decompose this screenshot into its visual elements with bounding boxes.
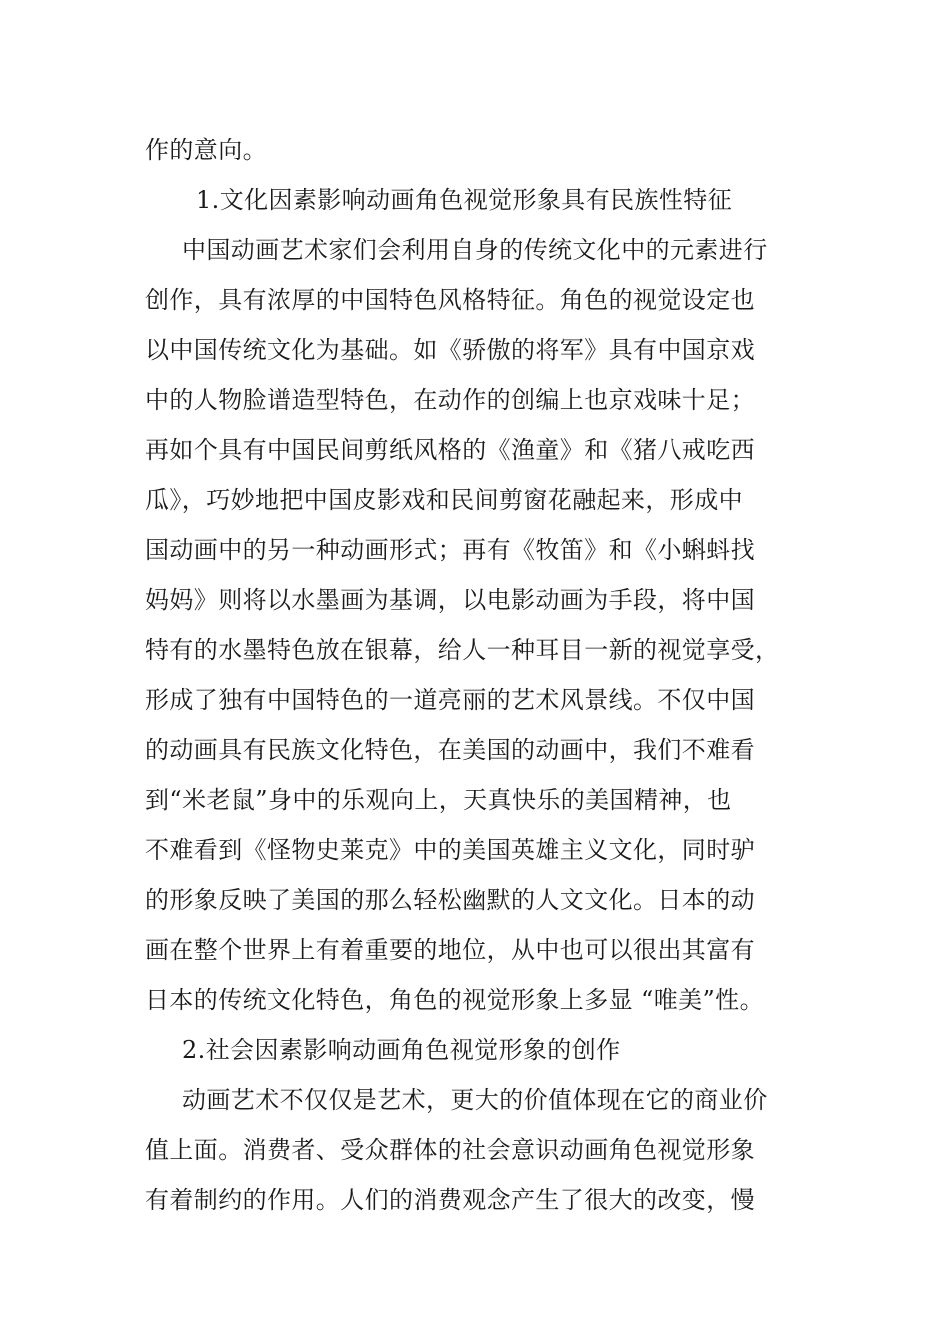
text-line: 中的人物脸谱造型特色，在动作的创编上也京戏味十足； — [145, 386, 755, 414]
text-line: 瓜》，巧妙地把中国皮影戏和民间剪窗花融起来，形成中 — [145, 486, 743, 514]
text-line: 的动画具有民族文化特色，在美国的动画中，我们不难看 — [145, 736, 755, 764]
text-line: 不难看到《怪物史莱克》中的美国英雄主义文化，同时驴 — [145, 836, 755, 864]
text-line: 再如个具有中国民间剪纸风格的《渔童》和《猪八戒吃西 — [145, 436, 755, 464]
text-line: 值上面。消费者、受众群体的社会意识动画角色视觉形象 — [145, 1136, 755, 1164]
text-line: 形成了独有中国特色的一道亮丽的艺术风景线。不仅中国 — [145, 686, 755, 714]
text-line: 创作，具有浓厚的中国特色风格特征。角色的视觉设定也 — [145, 286, 755, 314]
text-line: 的形象反映了美国的那么轻松幽默的人文文化。日本的动 — [145, 886, 755, 914]
paragraph-first-line: 动画艺术不仅仅是艺术，更大的价值体现在它的商业价 — [182, 1086, 768, 1114]
text-line: 画在整个世界上有着重要的地位，从中也可以很出其富有 — [145, 936, 755, 964]
section-heading: 1.文化因素影响动画角色视觉形象具有民族性特征 — [196, 186, 733, 214]
text-line: 以中国传统文化为基础。如《骄傲的将军》具有中国京戏 — [145, 336, 755, 364]
text-line: 到“米老鼠”身中的乐观向上，天真快乐的美国精神，也 — [145, 786, 732, 814]
text-line: 妈妈》则将以水墨画为基调，以电影动画为手段，将中国 — [145, 586, 755, 614]
text-line: 日本的传统文化特色，角色的视觉形象上多显 “唯美”性。 — [145, 986, 764, 1014]
text-line: 有着制约的作用。人们的消费观念产生了很大的改变，慢 — [145, 1186, 755, 1214]
text-line: 特有的水墨特色放在银幕，给人一种耳目一新的视觉享受， — [145, 636, 780, 664]
text-line: 作的意向。 — [145, 136, 267, 164]
paragraph-first-line: 中国动画艺术家们会利用自身的传统文化中的元素进行 — [182, 236, 768, 264]
section-heading: 2.社会因素影响动画角色视觉形象的创作 — [182, 1036, 621, 1064]
text-line: 国动画中的另一种动画形式；再有《牧笛》和《小蝌蚪找 — [145, 536, 755, 564]
